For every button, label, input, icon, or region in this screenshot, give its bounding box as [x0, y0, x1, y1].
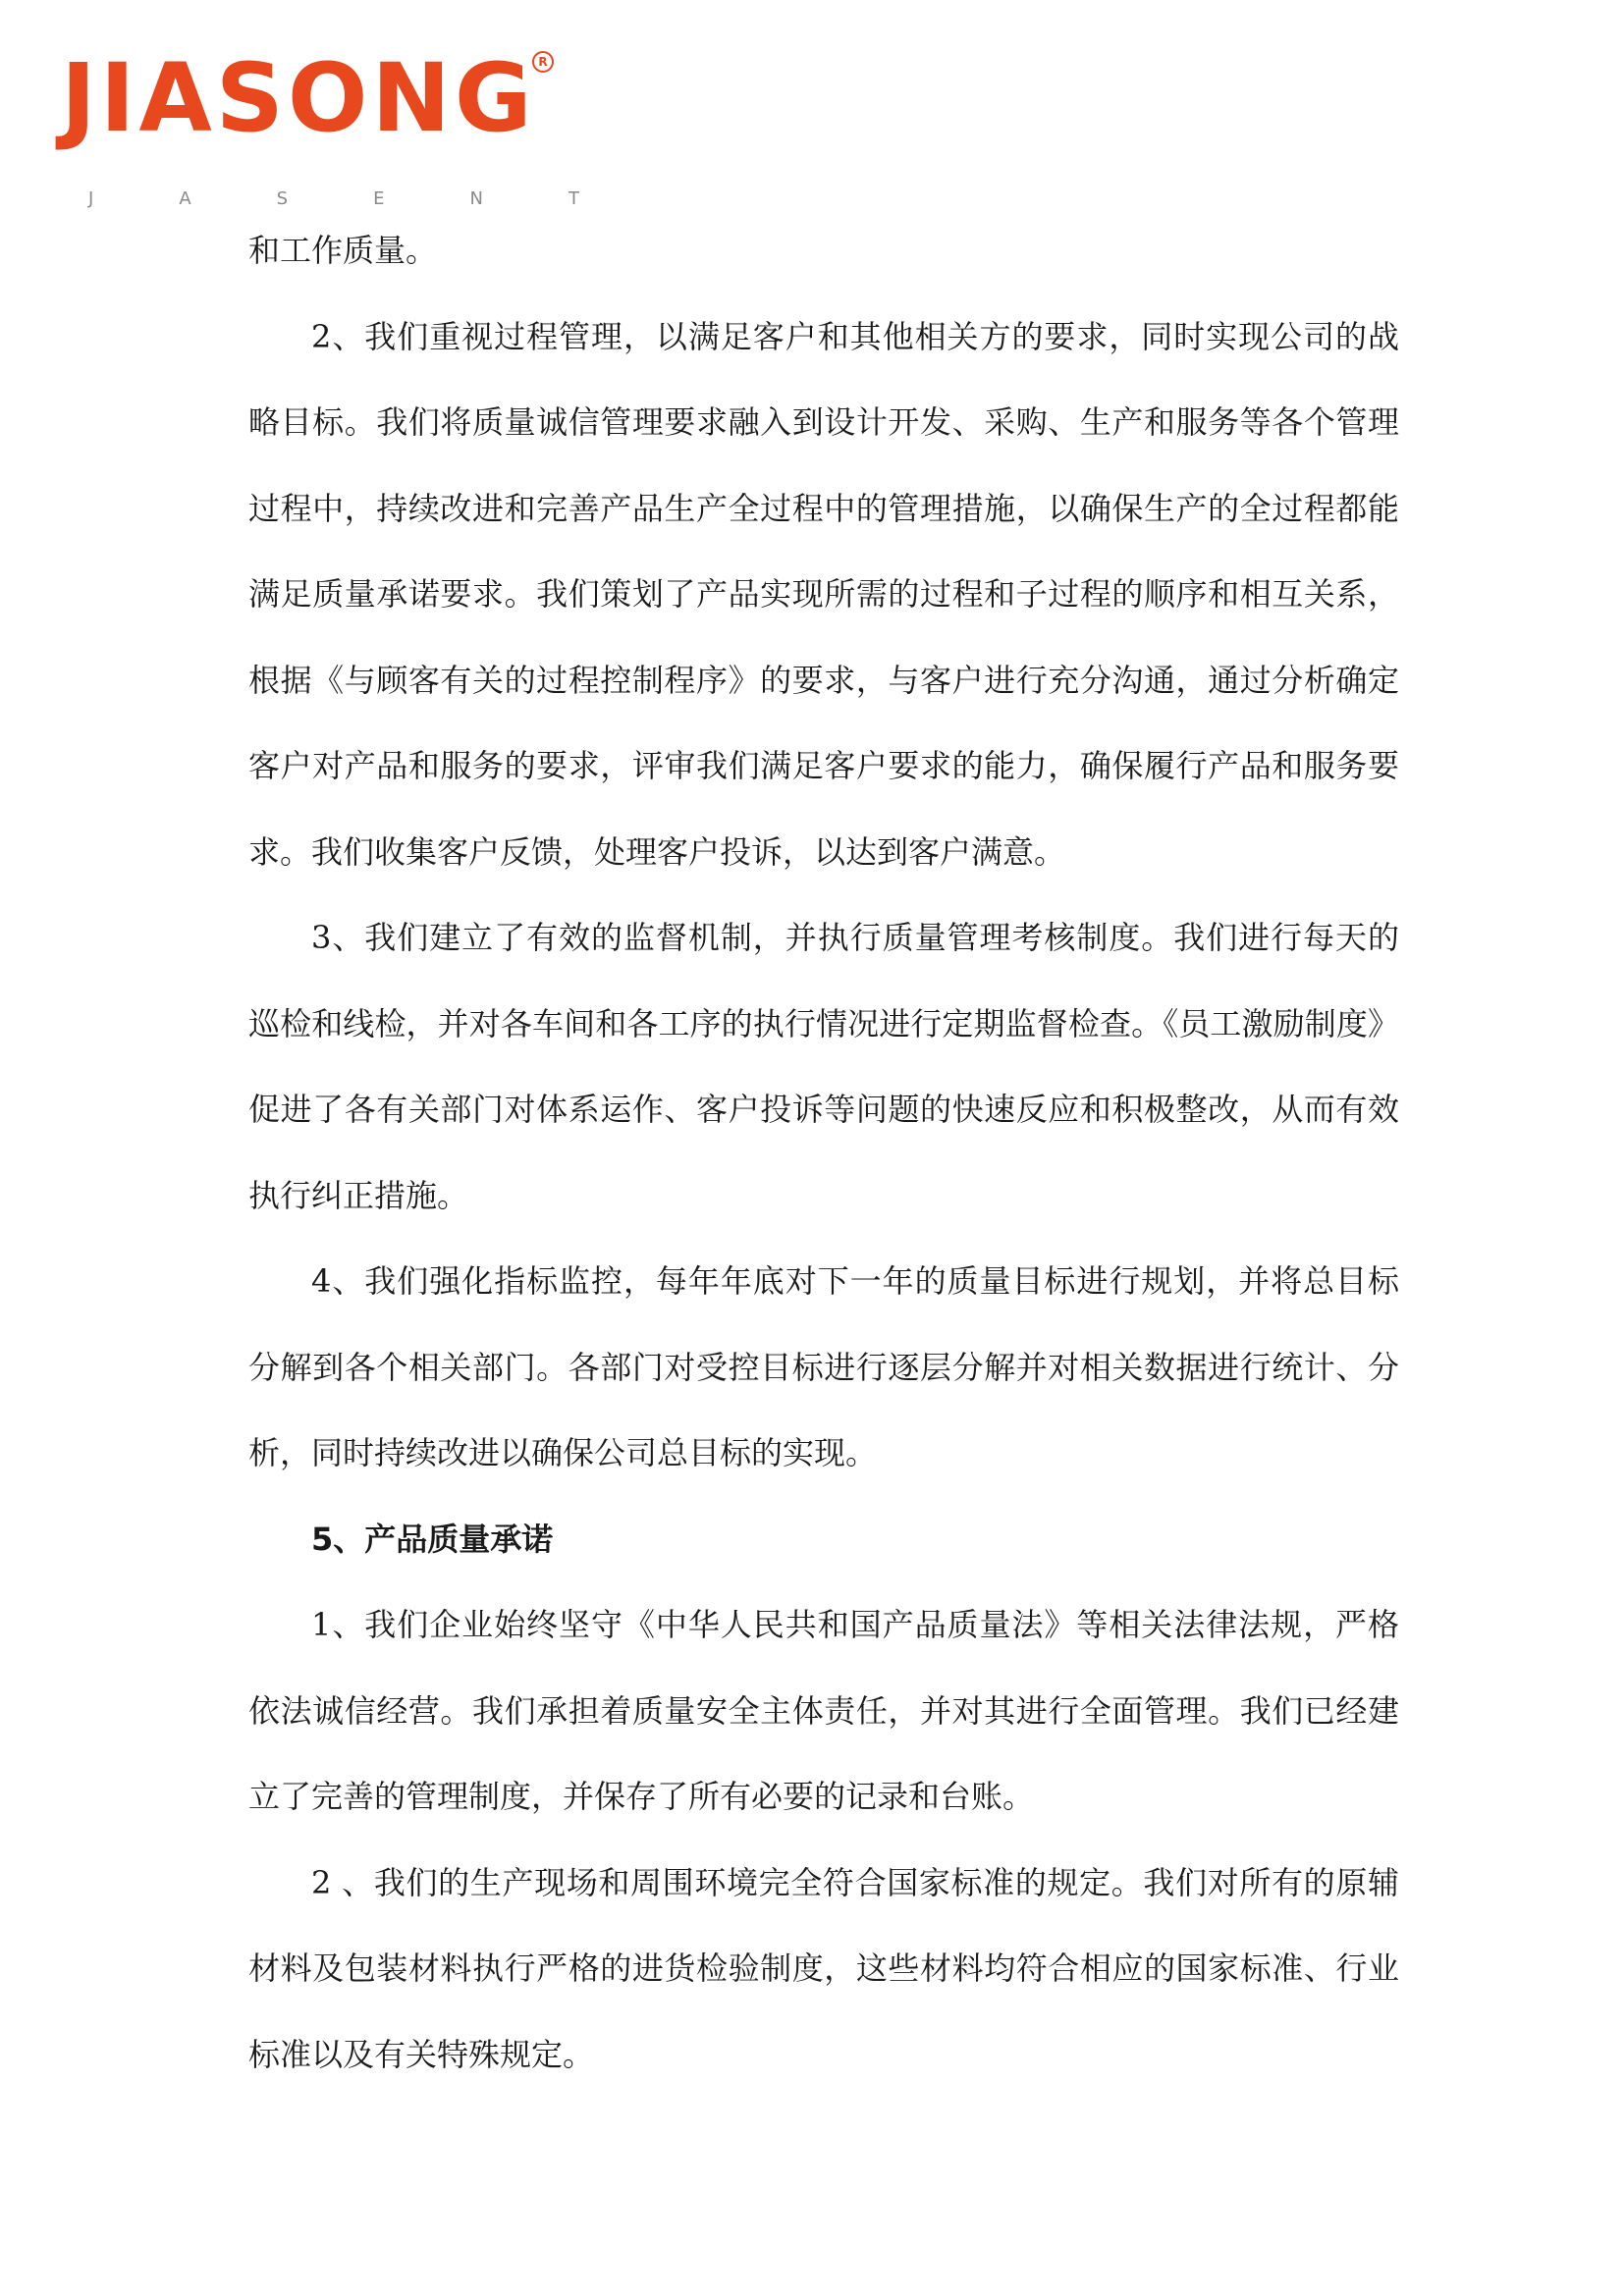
- logo-subtext-letter: N: [469, 188, 483, 209]
- paragraph-continuation: 和工作质量。: [248, 232, 438, 269]
- logo-subtext-letter: E: [373, 188, 385, 209]
- logo-subtext-letter: S: [276, 188, 289, 209]
- logo-subtext-letter: T: [568, 188, 579, 209]
- paragraph-legal-compliance: 1、我们企业始终坚守《中华人民共和国产品质量法》等相关法律法规，严格依法诚信经营。我们承担着质量安全主体责任，并对其进行全面管理。我们已经建立了完善的管理制度，并保存了所有必要的记录和台账。: [248, 1606, 1399, 1815]
- logo-wordmark: JIASONG: [61, 43, 536, 153]
- logo-subtext-letter: J: [88, 188, 94, 209]
- registered-mark-icon: R: [532, 51, 554, 73]
- company-logo: [61, 43, 579, 209]
- paragraph-supervision: 3、我们建立了有效的监督机制，并执行质量管理考核制度。我们进行每天的巡检和线检，并对各车间和各工序的执行情况进行定期监督检查。《员工激励制度》促进了各有关部门对体系运作、客户投诉等问题的快速反应和积极整改，从而有效执行纠正措施。: [248, 919, 1399, 1214]
- paragraph-production-environment: 2 、我们的生产现场和周围环境完全符合国家标准的规定。我们对所有的原辅材料及包装材料执行严格的进货检验制度，这些材料均符合相应的国家标准、行业标准以及有关特殊规定。: [248, 1863, 1399, 2073]
- section-heading-quality-commitment: 5、产品质量承诺: [311, 1520, 554, 1558]
- logo-subtext-letter: A: [179, 188, 191, 209]
- document-body: [248, 208, 1399, 2098]
- logo-subtext: [88, 188, 579, 209]
- paragraph-indicator-monitoring: 4、我们强化指标监控，每年年底对下一年的质量目标进行规划，并将总目标分解到各个相关部门。各部门对受控目标进行逐层分解并对相关数据进行统计、分析，同时持续改进以确保公司总目标的实现。: [248, 1262, 1399, 1471]
- paragraph-process-management: 2、我们重视过程管理，以满足客户和其他相关方的要求，同时实现公司的战略目标。我们将质量诚信管理要求融入到设计开发、采购、生产和服务等各个管理过程中，持续改进和完善产品生产全过程中的管理措施，以确保生产的全过程都能满足质量承诺要求。我们策划了产品实现所需的过程和子过程的顺序和相互关系，根据《与顾客有关的过程控制程序》的要求，与客户进行充分沟通，通过分析确定客户对产品和服务的要求，评审我们满足客户要求的能力，确保履行产品和服务要求。我们收集客户反馈，处理客户投诉，以达到客户满意。: [248, 317, 1399, 871]
